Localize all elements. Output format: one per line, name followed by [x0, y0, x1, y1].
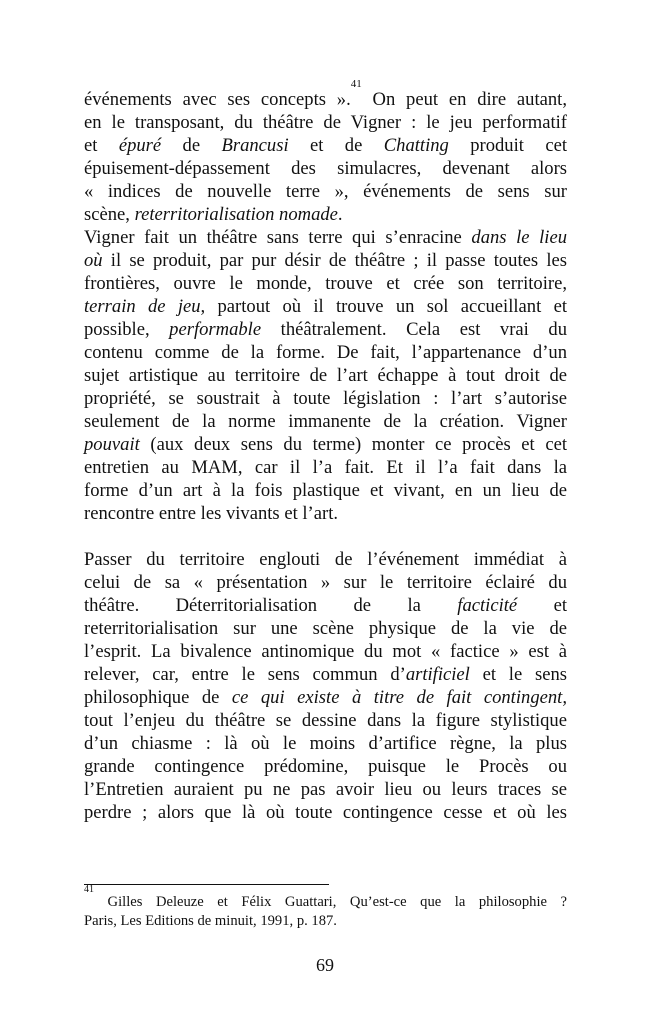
emphasis: Chatting — [383, 135, 449, 156]
emphasis: ce qui existe à titre de fait contingent, — [231, 687, 567, 708]
text-line: possible, performable théâtralement. Cela est vrai du — [84, 319, 568, 340]
text-line: tout l’enjeu du théâtre se dessine dans la figure stylistique — [84, 710, 567, 731]
paragraph-3 — [84, 548, 567, 824]
text-line: terrain de jeu, partout où il trouve un sol accueillant et — [84, 296, 567, 317]
text-line: épuisement-dépassement des simulacres, devenant alors — [84, 158, 567, 179]
text-line: seulement de la norme immanente de la création. Vigner — [84, 411, 567, 432]
paragraph-1 — [84, 78, 567, 226]
footnote-ref: 41 — [350, 78, 362, 90]
text-line: Passer du territoire englouti de l’événement immédiat à — [84, 549, 567, 570]
emphasis: dans le lieu — [471, 227, 567, 248]
text-line: où il se produit, par pur désir de théâtre ; il passe toutes les — [84, 250, 567, 271]
text-line: événements avec ses concepts ».$^{41}$ On peut en dire autant, — [84, 78, 567, 110]
page-number: 69 — [316, 955, 334, 975]
emphasis: terrain de jeu, — [84, 296, 206, 317]
text-line: théâtre. Déterritorialisation de la facticité et — [84, 595, 567, 616]
text-line: propriété, se soustrait à toute législation : l’art s’autorise — [84, 388, 567, 409]
text-line: celui de sa « présentation » sur le territoire éclairé du — [84, 572, 567, 593]
emphasis: Brancusi — [221, 135, 289, 156]
text-line: rencontre entre les vivants et l’art. — [84, 503, 339, 524]
emphasis: reterritorialisation nomade — [134, 204, 338, 225]
footnote — [84, 884, 567, 931]
text-line: reterritorialisation sur une scène physique de la vie de — [84, 618, 567, 639]
text-line: entretien au MAM, car il l’a fait. Et il l’a fait dans la — [84, 457, 567, 478]
footnote-line: $^{41}$ Gilles Deleuze et Félix Guattari, Qu’est-ce que la philosophie ? — [84, 884, 567, 910]
text-line: contenu comme de la forme. De fait, l’appartenance d’un — [84, 342, 567, 363]
emphasis: artificiel — [405, 664, 470, 685]
text-line: d’un chiasme : là où le moins d’artifice règne, la plus — [84, 733, 567, 754]
text-line: grande contingence prédomine, puisque le Procès ou — [84, 756, 567, 777]
paragraph-2 — [84, 226, 567, 525]
emphasis: épuré — [118, 135, 162, 156]
emphasis: où — [84, 250, 103, 271]
emphasis: performable — [169, 319, 262, 340]
text-line: pouvait (aux deux sens du terme) monter ce procès et cet — [84, 434, 567, 455]
text-line: forme d’un art à la fois plastique et vivant, en un lieu de — [84, 480, 567, 501]
text-line: relever, car, entre le sens commun d’artificiel et le sens — [84, 664, 567, 685]
text-line: philosophique de ce qui existe à titre de fait contingent, — [84, 687, 567, 708]
text-line: l’esprit. La bivalence antinomique du mot « factice » est à — [84, 641, 567, 662]
text-line: l’Entretien auraient pu ne pas avoir lieu ou leurs traces se — [84, 779, 567, 800]
footnote-line: Paris, Les Editions de minuit, 1991, p. 187. — [84, 913, 337, 929]
text-line: « indices de nouvelle terre », événements de sens sur — [84, 181, 567, 202]
text-line: sujet artistique au territoire de l’art échappe à tout droit de — [84, 365, 567, 386]
text-line: scène, reterritorialisation nomade. — [84, 204, 343, 225]
emphasis: pouvait — [84, 434, 140, 455]
text-line: en le transposant, du théâtre de Vigner : le jeu performatif — [84, 112, 567, 133]
text-line: frontières, ouvre le monde, trouve et crée son territoire, — [84, 273, 567, 294]
text-line: perdre ; alors que là où toute contingence cesse et où les — [84, 802, 567, 823]
body-text — [84, 78, 568, 824]
text-line: Vigner fait un théâtre sans terre qui s’enracine dans le lieu — [84, 227, 567, 248]
footnote-separator — [84, 884, 329, 885]
emphasis: facticité — [457, 595, 518, 616]
footnote-ref: 41 — [84, 884, 94, 895]
text-line: et épuré de Brancusi et de Chatting produit cet — [84, 135, 567, 156]
